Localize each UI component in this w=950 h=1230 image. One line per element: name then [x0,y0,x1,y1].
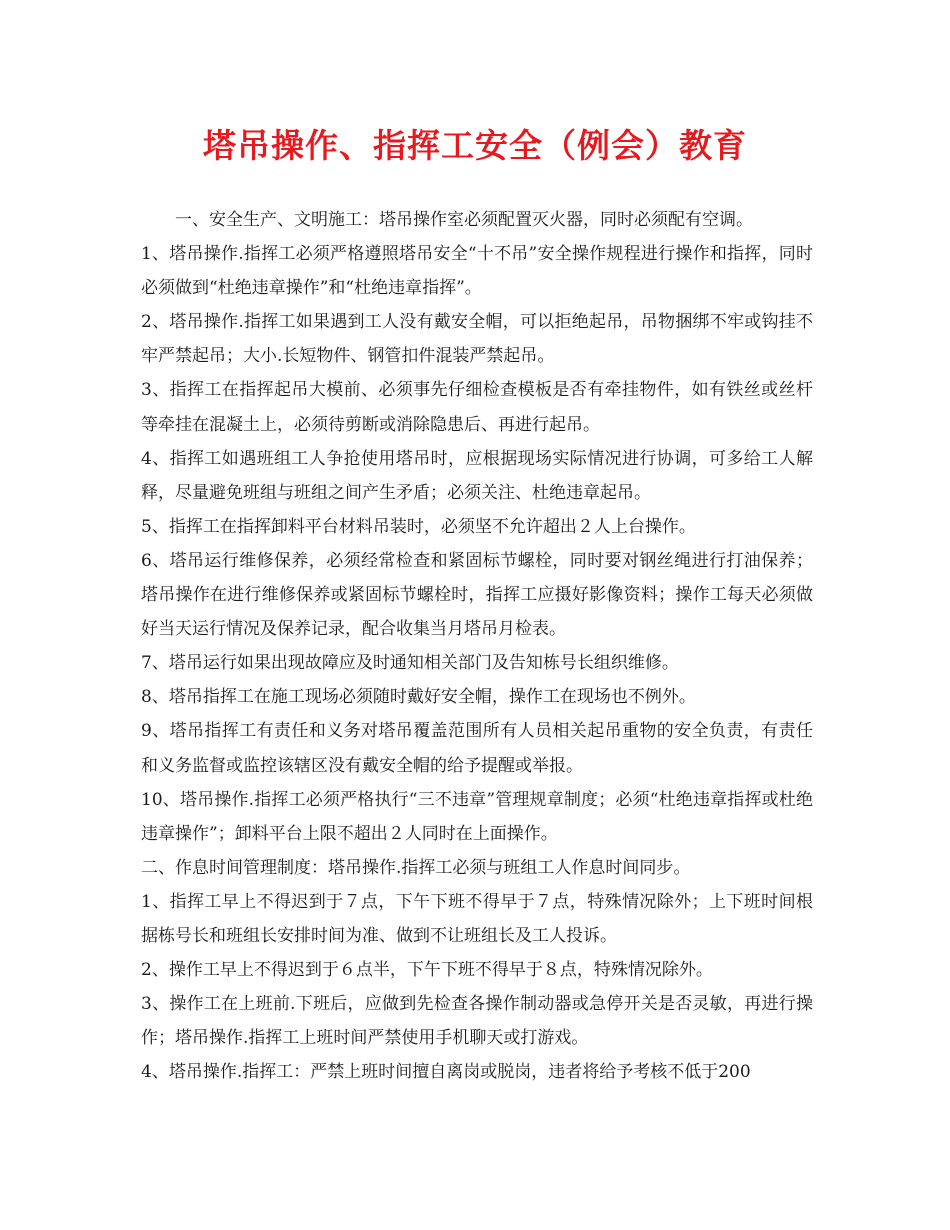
paragraph: 1、指挥工早上不得迟到于７点，下午下班不得早于７点，特殊情况除外；上下班时间根据栋号长和班组长安排时间为准、做到不让班组长及工人投诉。 [141,891,813,946]
paragraph: 7、塔吊运行如果出现故障应及时通知相关部门及告知栋号长组织维修。 [141,653,679,674]
paragraph: 1、塔吊操作.指挥工必须严格遵照塔吊安全“十不吊”安全操作规程进行操作和指挥，同时必须做到“杜绝违章操作”和“杜绝违章指挥”。 [141,244,813,299]
paragraph: 6、塔吊运行维修保养，必须经常检查和紧固标节螺栓，同时要对钢丝绳进行打油保养；塔吊操作在进行维修保养或紧固标节螺栓时，指挥工应摄好影像资料；操作工每天必须做好当天运行情况及保养记录，配合收集当月塔吊月检表。 [141,550,813,640]
paragraph: 5、指挥工在指挥卸料平台材料吊装时，必须坚不允许超出２人上台操作。 [141,516,696,537]
paragraph: 3、操作工在上班前.下班后，应做到先检查各操作制动器或急停开关是否灵敏，再进行操作；塔吊操作.指挥工上班时间严禁使用手机聊天或打游戏。 [141,994,813,1049]
paragraph: 4、指挥工如遇班组工人争抢使用塔吊时，应根据现场实际情况进行协调，可多给工人解释，尽量避免班组与班组之间产生矛盾；必须关注、杜绝违章起吊。 [141,448,813,503]
paragraph: 2、塔吊操作.指挥工如果遇到工人没有戴安全帽，可以拒绝起吊，吊物捆绑不牢或钩挂不牢严禁起吊；大小.长短物件、钢管扣件混装严禁起吊。 [141,312,813,367]
paragraph: 3、指挥工在指挥起吊大模前、必须事先仔细检查模板是否有牵挂物件，如有铁丝或丝杆等牵挂在混凝土上，必须待剪断或消除隐患后、再进行起吊。 [141,380,813,435]
paragraph: 一、安全生产、文明施工：塔吊操作室必须配置灭火器，同时必须配有空调。 [175,210,753,230]
document-body [141,203,813,1089]
paragraph: 8、塔吊指挥工在施工现场必须随时戴好安全帽，操作工在现场也不例外。 [141,687,696,708]
paragraph: 9、塔吊指挥工有责任和义务对塔吊覆盖范围所有人员相关起吊重物的安全负责，有责任和义务监督或监控该辖区没有戴安全帽的给予提醒或举报。 [141,721,813,776]
paragraph: 10、塔吊操作.指挥工必须严格执行“三不违章”管理规章制度；必须“杜绝违章指挥或杜绝违章操作”；卸料平台上限不超出２人同时在上面操作。 [141,789,813,844]
paragraph: 2、操作工早上不得迟到于６点半，下午下班不得早于８点，特殊情况除外。 [141,960,713,981]
document-title: 塔吊操作、指挥工安全（例会）教育 [203,126,747,165]
paragraph: 4、塔吊操作.指挥工：严禁上班时间擅自离岗或脱岗，违者将给予考核不低于200 [141,1062,751,1083]
paragraph: 二、作息时间管理制度：塔吊操作.指挥工必须与班组工人作息时间同步。 [141,857,691,878]
